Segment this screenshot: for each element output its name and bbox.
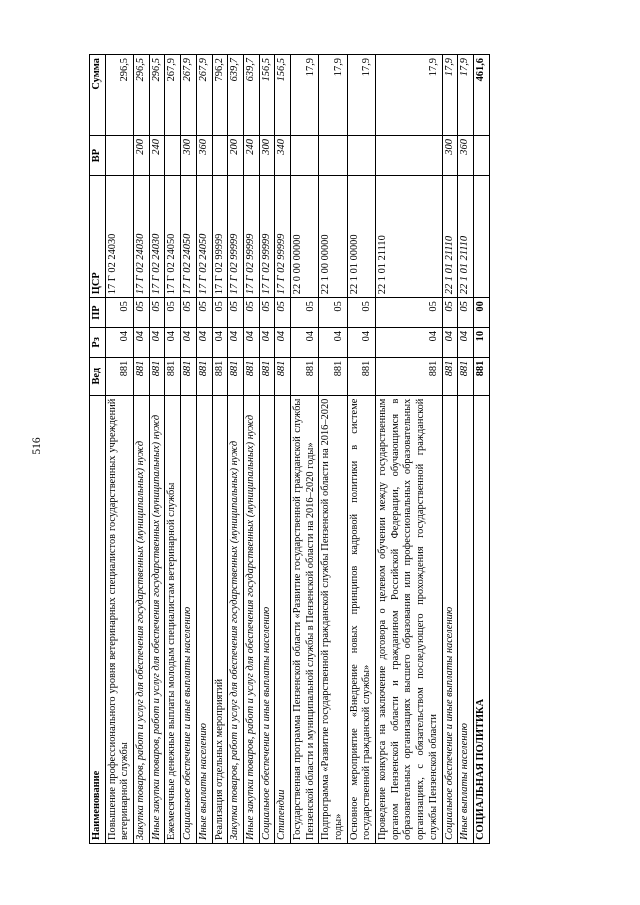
cell-rz: 04 — [105, 327, 133, 357]
cell-pr: 05 — [319, 298, 347, 328]
cell-vr — [319, 136, 347, 176]
cell-pr: 05 — [134, 298, 150, 328]
cell-pr: 05 — [275, 298, 291, 328]
header-ved: Вед — [90, 357, 106, 395]
table-row — [275, 55, 291, 844]
cell-ved: 881 — [212, 357, 228, 395]
table-row — [181, 55, 197, 844]
cell-sum: 17,9 — [376, 55, 442, 136]
cell-sum: 17,9 — [458, 55, 474, 136]
cell-csr: 17 Г 02 99999 — [228, 176, 244, 298]
cell-rz: 04 — [442, 327, 458, 357]
cell-ved: 881 — [149, 357, 165, 395]
cell-rz: 04 — [181, 327, 197, 357]
cell-name: Государственная программа Пензенской области «Развитие государственной гражданской службы Пензенской области и муниципальной службы в Пензенской области на 2016–2020 годы» — [290, 395, 318, 843]
cell-name: Закупка товаров, работ и услуг для обеспечения государственных (муниципальных) нужд — [228, 395, 244, 843]
cell-vr — [290, 136, 318, 176]
table-row — [290, 55, 318, 844]
cell-csr: 22 1 01 00000 — [347, 176, 375, 298]
cell-pr: 05 — [442, 298, 458, 328]
table-row — [259, 55, 275, 844]
cell-rz: 04 — [347, 327, 375, 357]
cell-ved: 881 — [442, 357, 458, 395]
cell-name: Социальное обеспечение и иные выплаты населению — [181, 395, 197, 843]
cell-name: Иные выплаты населению — [196, 395, 212, 843]
table-row — [165, 55, 181, 844]
cell-vr: 360 — [458, 136, 474, 176]
cell-rz: 04 — [228, 327, 244, 357]
cell-csr: 17 Г 02 24050 — [196, 176, 212, 298]
cell-ved: 881 — [290, 357, 318, 395]
cell-ved: 881 — [473, 357, 489, 395]
cell-csr: 22 1 01 21110 — [376, 176, 442, 298]
cell-name: Иные закупки товаров, работ и услуг для обеспечения государственных (муниципальных) нужд — [149, 395, 165, 843]
cell-csr — [473, 176, 489, 298]
budget-table — [89, 54, 490, 844]
cell-rz: 04 — [376, 327, 442, 357]
header-rz: Рз — [90, 327, 106, 357]
cell-pr: 05 — [290, 298, 318, 328]
cell-rz: 04 — [319, 327, 347, 357]
table-row — [458, 55, 474, 844]
cell-csr: 22 1 00 00000 — [319, 176, 347, 298]
cell-name: Социальное обеспечение и иные выплаты населению — [259, 395, 275, 843]
cell-pr: 05 — [105, 298, 133, 328]
cell-pr: 05 — [181, 298, 197, 328]
cell-pr: 05 — [228, 298, 244, 328]
cell-rz: 04 — [165, 327, 181, 357]
cell-rz: 04 — [290, 327, 318, 357]
cell-sum: 17,9 — [347, 55, 375, 136]
cell-vr — [165, 136, 181, 176]
cell-name: Социальное обеспечение и иные выплаты населению — [442, 395, 458, 843]
cell-sum: 156,5 — [275, 55, 291, 136]
cell-csr: 17 Г 02 99999 — [212, 176, 228, 298]
cell-ved: 881 — [458, 357, 474, 395]
cell-pr: 05 — [212, 298, 228, 328]
cell-pr: 05 — [376, 298, 442, 328]
cell-name: Закупка товаров, работ и услуг для обеспечения государственных (муниципальных) нужд — [134, 395, 150, 843]
cell-rz: 04 — [243, 327, 259, 357]
header-pr: ПР — [90, 298, 106, 328]
cell-sum: 267,9 — [165, 55, 181, 136]
cell-vr: 200 — [228, 136, 244, 176]
cell-name: Ежемесячные денежные выплаты молодым специалистам ветеринарной службы — [165, 395, 181, 843]
budget-table-rotated — [89, 54, 559, 844]
cell-sum: 296,5 — [134, 55, 150, 136]
cell-sum: 296,5 — [149, 55, 165, 136]
cell-vr: 300 — [259, 136, 275, 176]
table-row — [105, 55, 133, 844]
table-row — [319, 55, 347, 844]
cell-pr: 05 — [149, 298, 165, 328]
cell-vr — [473, 136, 489, 176]
cell-name: Иные закупки товаров, работ и услуг для обеспечения государственных (муниципальных) нужд — [243, 395, 259, 843]
cell-csr: 17 Г 02 24030 — [149, 176, 165, 298]
cell-name: Реализация отдельных мероприятий — [212, 395, 228, 843]
cell-rz: 04 — [149, 327, 165, 357]
cell-name: Иные выплаты населению — [458, 395, 474, 843]
cell-ved: 881 — [347, 357, 375, 395]
table-body — [105, 55, 489, 844]
cell-csr: 22 1 01 21110 — [442, 176, 458, 298]
cell-csr: 17 Г 02 24050 — [181, 176, 197, 298]
header-vr: ВР — [90, 136, 106, 176]
cell-csr: 17 Г 02 99999 — [275, 176, 291, 298]
cell-sum: 156,5 — [259, 55, 275, 136]
cell-vr — [376, 136, 442, 176]
table-row — [442, 55, 458, 844]
table-row — [473, 55, 489, 844]
cell-ved: 881 — [134, 357, 150, 395]
cell-ved: 881 — [165, 357, 181, 395]
cell-csr: 22 1 01 21110 — [458, 176, 474, 298]
cell-sum: 796,2 — [212, 55, 228, 136]
cell-pr: 05 — [347, 298, 375, 328]
cell-vr — [347, 136, 375, 176]
cell-pr: 05 — [165, 298, 181, 328]
table-row — [243, 55, 259, 844]
cell-ved: 881 — [105, 357, 133, 395]
cell-name: СОЦИАЛЬНАЯ ПОЛИТИКА — [473, 395, 489, 843]
cell-sum: 267,9 — [196, 55, 212, 136]
cell-name: Основное мероприятие «Внедрение новых принципов кадровой политики в системе государственной гражданской службы» — [347, 395, 375, 843]
cell-pr: 05 — [243, 298, 259, 328]
cell-ved: 881 — [243, 357, 259, 395]
cell-vr: 200 — [134, 136, 150, 176]
cell-csr: 17 Г 02 24030 — [105, 176, 133, 298]
cell-ved: 881 — [181, 357, 197, 395]
cell-rz: 04 — [259, 327, 275, 357]
cell-sum: 639,7 — [228, 55, 244, 136]
table-row — [134, 55, 150, 844]
table-row — [212, 55, 228, 844]
cell-name: Повышение профессионального уровня ветеринарных специалистов государственных учреждений ветеринарной службы — [105, 395, 133, 843]
cell-rz: 04 — [212, 327, 228, 357]
cell-pr: 05 — [196, 298, 212, 328]
cell-pr: 05 — [259, 298, 275, 328]
cell-vr: 240 — [149, 136, 165, 176]
cell-vr — [212, 136, 228, 176]
cell-vr: 300 — [442, 136, 458, 176]
cell-vr — [105, 136, 133, 176]
cell-ved: 881 — [228, 357, 244, 395]
cell-sum: 17,9 — [290, 55, 318, 136]
cell-csr: 17 Г 02 24030 — [134, 176, 150, 298]
cell-vr: 340 — [275, 136, 291, 176]
cell-sum: 17,9 — [319, 55, 347, 136]
table-header-row — [90, 55, 106, 844]
cell-ved: 881 — [376, 357, 442, 395]
header-name: Наименование — [90, 395, 106, 843]
cell-vr: 240 — [243, 136, 259, 176]
cell-csr: 22 0 00 00000 — [290, 176, 318, 298]
cell-rz: 10 — [473, 327, 489, 357]
page-number: 516 — [31, 437, 43, 455]
table-row — [347, 55, 375, 844]
cell-pr: 00 — [473, 298, 489, 328]
table-row — [376, 55, 442, 844]
cell-ved: 881 — [275, 357, 291, 395]
cell-pr: 05 — [458, 298, 474, 328]
cell-vr: 360 — [196, 136, 212, 176]
cell-csr: 17 Г 02 99999 — [243, 176, 259, 298]
cell-sum: 296,5 — [105, 55, 133, 136]
cell-csr: 17 Г 02 24050 — [165, 176, 181, 298]
table-row — [228, 55, 244, 844]
cell-sum: 461,6 — [473, 55, 489, 136]
header-sum: Сумма — [90, 55, 106, 136]
cell-name: Проведение конкурса на заключение договора о целевом обучении между государственным органом Пензенской области и гражданином Российской Федерации, обучающимся в образовательных организациях высшего образования или профессиональных образовательных организациях, с обязательством последующего прохождения государственной гражданской службы Пензенской области — [376, 395, 442, 843]
cell-rz: 04 — [275, 327, 291, 357]
table-row — [149, 55, 165, 844]
cell-rz: 04 — [458, 327, 474, 357]
cell-sum: 17,9 — [442, 55, 458, 136]
cell-name: Подпрограмма «Развитие государственной гражданской службы Пензенской области на 2016–2020 годы» — [319, 395, 347, 843]
cell-name: Стипендии — [275, 395, 291, 843]
cell-vr: 300 — [181, 136, 197, 176]
table-row — [196, 55, 212, 844]
cell-csr: 17 Г 02 99999 — [259, 176, 275, 298]
cell-sum: 639,7 — [243, 55, 259, 136]
cell-sum: 267,9 — [181, 55, 197, 136]
cell-ved: 881 — [196, 357, 212, 395]
header-csr: ЦСР — [90, 176, 106, 298]
cell-ved: 881 — [319, 357, 347, 395]
cell-rz: 04 — [134, 327, 150, 357]
cell-ved: 881 — [259, 357, 275, 395]
cell-rz: 04 — [196, 327, 212, 357]
